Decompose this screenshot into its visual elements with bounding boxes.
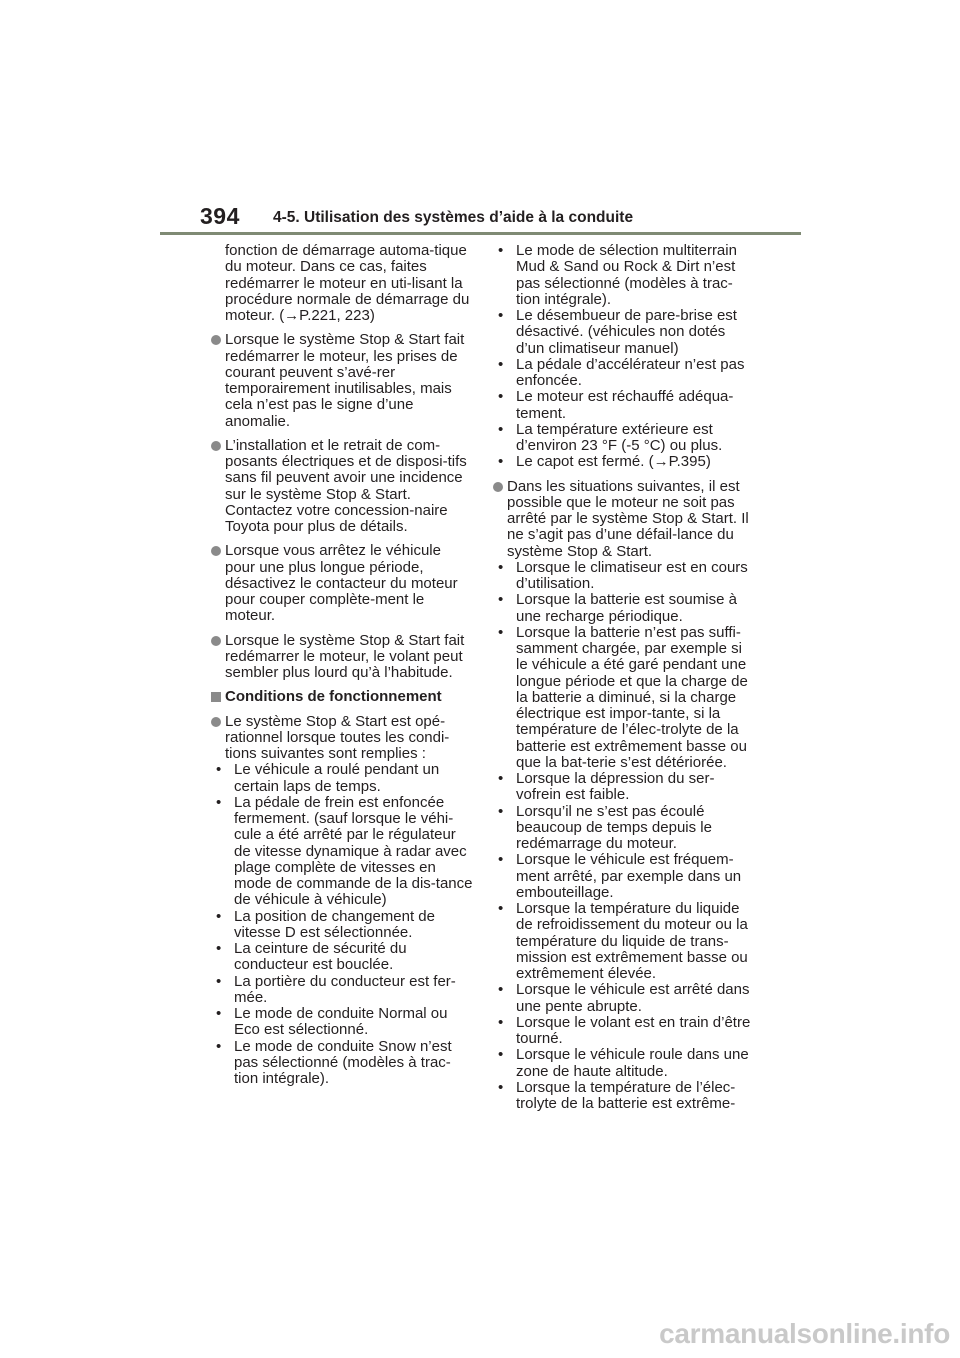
sub-item: • Le désembueur de pare-brise est désactivé. (véhicules non dotés d’un climatiseur manuel) xyxy=(493,308,755,357)
sub-item: • La pédale de frein est enfoncée fermement. (sauf lorsque le véhi-cule a été arrêté par le régulateur de vitesse dynamique à radar avec plage complète de vitesses en mode de commande de la dis-tance de véhicule à véhicule) xyxy=(211,795,473,909)
sub-item: • La pédale d’accélérateur n’est pas enfoncée. xyxy=(493,357,755,390)
header-rule xyxy=(160,232,801,235)
continuation-text: fonction de démarrage automa-tique du moteur. Dans ce cas, faites redémarrer le moteur en uti-lisant la procédure normale de démarrage du moteur. (→P.221, 223) xyxy=(225,242,470,324)
sub-item: • La ceinture de sécurité du conducteur est bouclée. xyxy=(211,941,473,974)
bullet-dot-icon xyxy=(211,335,221,345)
sub-item: • Lorsque le véhicule est fréquem-ment arrêté, par exemple dans un embouteillage. xyxy=(493,852,755,901)
square-bullet-icon xyxy=(211,692,221,702)
sub-item: • Le capot est fermé. (→P.395) xyxy=(493,454,755,470)
sub-item: • Lorsque le véhicule est arrêté dans une pente abrupte. xyxy=(493,982,755,1015)
sub-item: • La position de changement de vitesse D est sélectionnée. xyxy=(211,909,473,942)
section-heading-text: Conditions de fonctionnement xyxy=(225,688,442,706)
sub-item: • Lorsque le climatiseur est en cours d’utilisation. xyxy=(493,560,755,593)
bullet-text: Lorsque vous arrêtez le véhicule pour une plus longue période, désactivez le contacteur du moteur pour couper complète-ment le moteur. xyxy=(225,542,458,625)
sub-item: • Le mode de conduite Normal ou Eco est sélectionné. xyxy=(211,1006,473,1039)
bullet-dot-icon xyxy=(211,546,221,556)
watermark: carmanualsonline.info xyxy=(659,1318,950,1349)
bullet-text: L’installation et le retrait de com-posants électriques et de disposi-tifs sans fil peuvent avoir une incidence sur le système Stop & Start. Contactez votre concession-naire Toyota pour plus de détails. xyxy=(225,436,467,535)
page-number: 394 xyxy=(200,203,240,229)
right-column xyxy=(493,243,755,1112)
sub-item: • La température extérieure est d’environ 23 °F (-5 °C) ou plus. xyxy=(493,422,755,455)
sub-item: • Lorsque la température de l’élec-trolyte de la batterie est extrême- xyxy=(493,1080,755,1113)
bullet-item xyxy=(211,714,473,763)
sub-item: • Lorsque le volant est en train d’être tourné. xyxy=(493,1015,755,1048)
bullet-dot-icon xyxy=(211,441,221,451)
sub-item: • Le mode de conduite Snow n’est pas sélectionné (modèles à trac-tion intégrale). xyxy=(211,1039,473,1088)
sub-item: • Lorsque la dépression du ser-vofrein est faible. xyxy=(493,771,755,804)
sub-item: • Lorsque le véhicule roule dans une zone de haute altitude. xyxy=(493,1047,755,1080)
sub-item: • Lorsque la batterie n’est pas suffi-samment chargée, par exemple si le véhicule a été garé pendant une longue période et que la charge de la batterie a diminué, si la charge électrique est impor-tante, si la température de l’élec-trolyte de la batterie est extrêmement basse ou que la bat-terie s’est détériorée. xyxy=(493,625,755,771)
sub-item: • Lorsque la batterie est soumise à une recharge périodique. xyxy=(493,592,755,625)
bullet-dot-icon xyxy=(211,636,221,646)
bullet-item xyxy=(493,479,755,560)
bullet-text: Dans les situations suivantes, il est possible que le moteur ne soit pas arrêté par le système Stop & Start. Il ne s’agit pas d’une défail-lance du système Stop & Start. xyxy=(507,477,749,560)
sub-item: • Le moteur est réchauffé adéqua-tement. xyxy=(493,389,755,422)
section-heading xyxy=(211,689,473,705)
bullet-text: Le système Stop & Start est opé-rationnel lorsque toutes les condi-tions suivantes sont remplies : xyxy=(225,712,450,762)
sub-item: • Lorsqu’il ne s’est pas écoulé beaucoup de temps depuis le redémarrage du moteur. xyxy=(493,804,755,853)
bullet-item xyxy=(211,438,473,536)
sub-item: • La portière du conducteur est fer-mée. xyxy=(211,974,473,1007)
bullet-item xyxy=(211,633,473,682)
bullet-text: Lorsque le système Stop & Start fait redémarrer le moteur, le volant peut sembler plus lourd qu’à l’habitude. xyxy=(225,631,465,681)
bullet-item xyxy=(211,543,473,624)
bullet-text: Lorsque le système Stop & Start fait redémarrer le moteur, les prises de courant peuvent s’avé-rer temporairement inutilisables, mais cela n’est pas le signe d’une anomalie. xyxy=(225,331,465,430)
section-title: 4-5. Utilisation des systèmes d’aide à la conduite xyxy=(273,209,634,226)
bullet-dot-icon xyxy=(211,717,221,727)
bullet-item xyxy=(211,332,473,430)
left-column xyxy=(211,243,473,1087)
sub-item: • Le mode de sélection multiterrain Mud & Sand ou Rock & Dirt n’est pas sélectionné (modèles à trac-tion intégrale). xyxy=(493,243,755,308)
sub-item: • Lorsque la température du liquide de refroidissement du moteur ou la température du liquide de trans-mission est extrêmement basse ou extrêmement élevée. xyxy=(493,901,755,982)
sub-item: • Le véhicule a roulé pendant un certain laps de temps. xyxy=(211,762,473,795)
bullet-dot-icon xyxy=(493,482,503,492)
